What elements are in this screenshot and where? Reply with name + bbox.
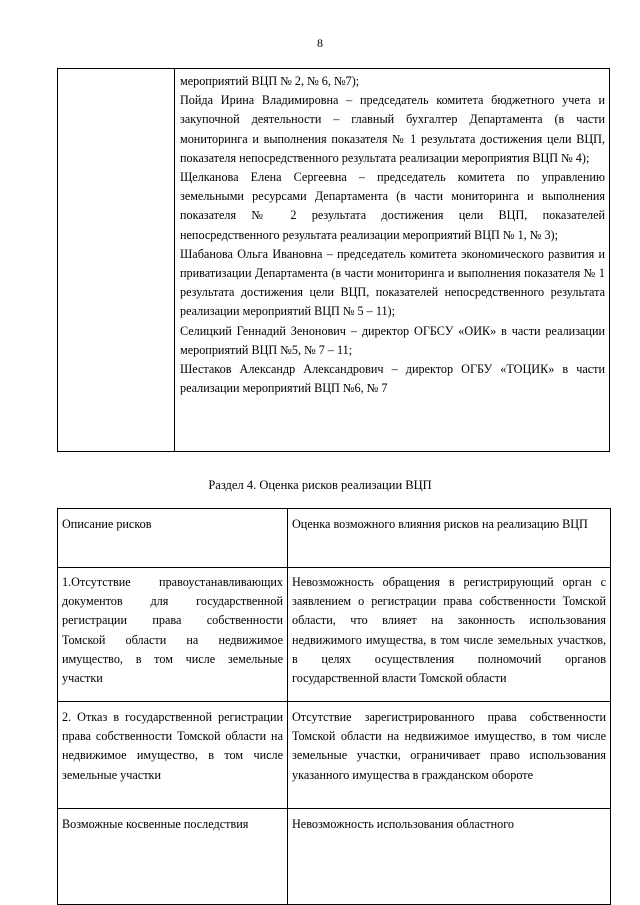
page-number: 8	[317, 36, 323, 50]
section-title: Раздел 4. Оценка рисков реализации ВЦП	[208, 478, 432, 492]
responsible-paragraph: Шабанова Ольга Ивановна – председатель комитета экономического развития и приватизации Департамента (в части мониторинга и выполнения показателя № 1 результата достижения цели ВЦП, показателей непосредственного результата реализации мероприятий ВЦП № 5 – 11);	[180, 246, 605, 319]
risk-impact: Невозможность обращения в регистрирующий орган с заявлением о регистрации права собственности Томской области, что влияет на законность использования недвижимого имущества, в том числе земельных участков, в целях осуществления полномочий органов государственной власти Томской области	[288, 568, 611, 702]
risk-description: 2. Отказ в государственной регистрации права собственности Томской области на недвижимое имущество, в том числе земельные участки	[58, 702, 288, 809]
risk-table-header-impact: Оценка возможного влияния рисков на реализацию ВЦП	[288, 509, 611, 568]
table-row	[58, 702, 611, 809]
responsibles-table-left-cell	[58, 69, 175, 451]
risk-table-header-row	[58, 509, 611, 568]
table-row	[58, 568, 611, 702]
responsible-paragraph: мероприятий ВЦП № 2, № 6, №7);	[180, 74, 360, 88]
risk-table	[57, 508, 611, 905]
responsibles-table-right-cell	[175, 69, 609, 451]
responsible-paragraph: Селицкий Геннадий Зенонович – директор ОГБСУ «ОИК» в части реализации мероприятий ВЦП №5, № 7 – 11;	[180, 323, 605, 357]
risk-impact: Невозможность использования областного	[288, 809, 611, 905]
risk-description: Возможные косвенные последствия	[58, 809, 288, 905]
risk-impact: Отсутствие зарегистрированного права собственности Томской области на недвижимое имущество, в том числе земельные участки, ограничивает право использования указанного имущества в гражданском обороте	[288, 702, 611, 809]
responsible-paragraph: Пойда Ирина Владимировна – председатель комитета бюджетного учета и закупочной деятельности – главный бухгалтер Департамента (в части мониторинга и выполнения показателя № 1 результата достижения цели ВЦП, показателя непосредственного результата реализации мероприятия ВЦП № 4);	[180, 93, 605, 165]
responsibles-table	[57, 68, 610, 452]
responsible-paragraph: Щелканова Елена Сергеевна – председатель комитета по управлению земельными ресурсами Департамента (в части мониторинга и выполнения показателя № 2 результата достижения цели ВЦП, показателей непосредственного результата реализации мероприятий ВЦП № 1, № 3);	[180, 170, 605, 242]
responsible-paragraph: Шестаков Александр Александрович – директор ОГБУ «ТОЦИК» в части реализации мероприятий ВЦП №6, № 7	[180, 362, 605, 396]
risk-table-header-risks: Описание рисков	[58, 509, 288, 568]
risk-description: 1.Отсутствие правоустанавливающих документов для государственной регистрации права собственности Томской области на недвижимое имущество, в том числе земельные участки	[58, 568, 288, 702]
table-row	[58, 809, 611, 905]
